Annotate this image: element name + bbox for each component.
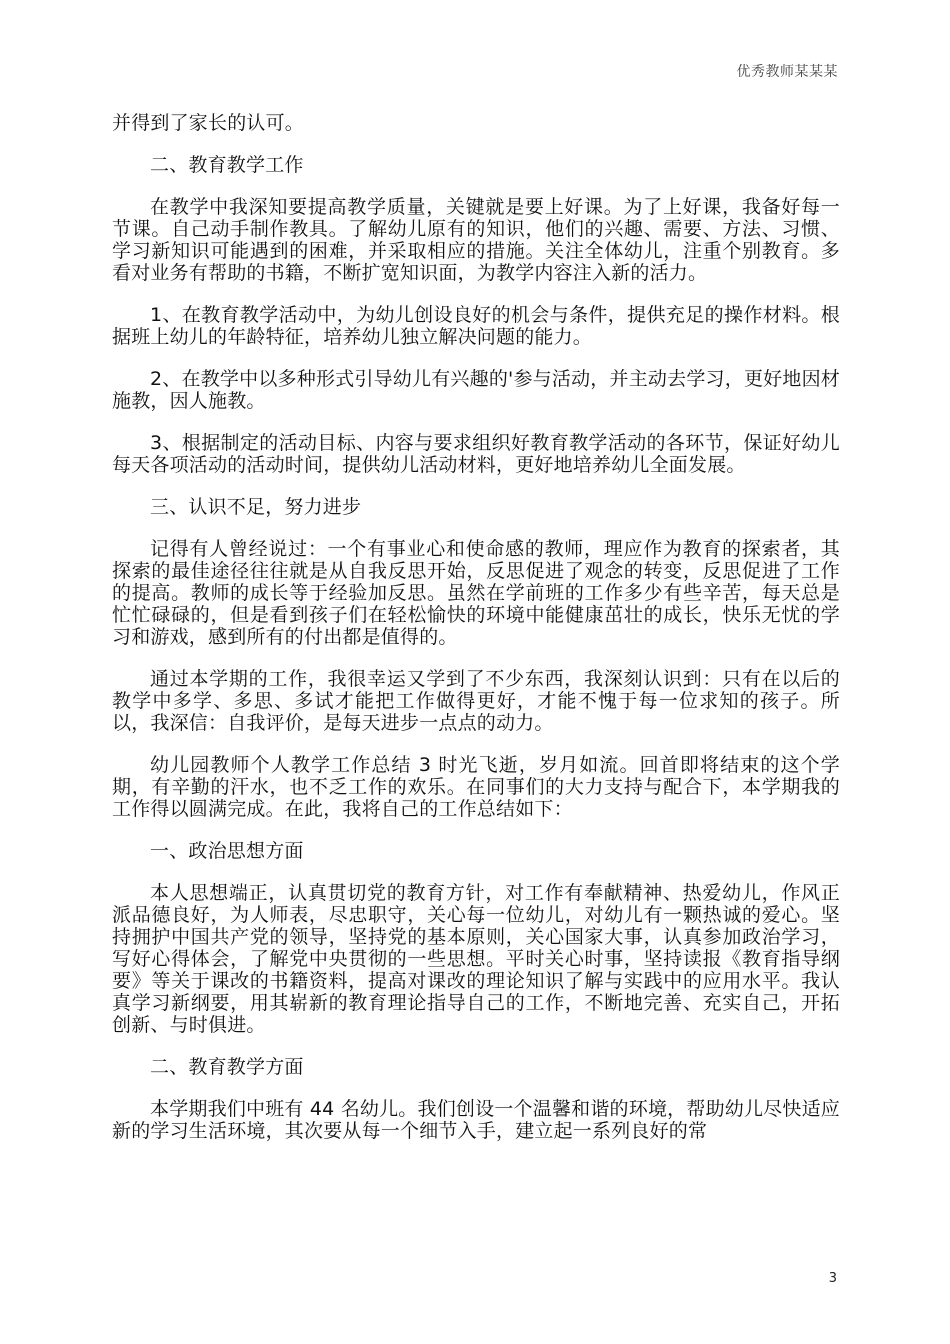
- list-item-2: 2、在教学中以多种形式引导幼儿有兴趣的'参与活动，并主动去学习，更好地因材施教，因人施教。: [112, 368, 840, 412]
- list-item-1: 1、在教育教学活动中，为幼儿创设良好的机会与条件，提供充足的操作材料。根据班上幼儿的年龄特征，培养幼儿独立解决问题的能力。: [112, 304, 840, 348]
- page-number: 3: [828, 1271, 837, 1286]
- paragraph-reflection: 记得有人曾经说过：一个有事业心和使命感的教师，理应作为教育的探索者，其探索的最佳途径往往就是从自我反思开始，反思促进了观念的转变，反思促进了工作的提高。教师的成长等于经验加反思。虽然在学前班的工作多少有些辛苦，每天总是忙忙碌碌的，但是看到孩子们在轻松愉快的环境中能健康茁壮的成长，快乐无忧的学习和游戏，感到所有的付出都是值得的。: [112, 538, 840, 648]
- paragraph-continuation: 并得到了家长的认可。: [112, 112, 305, 134]
- paragraph-teaching-quality: 在教学中我深知要提高教学质量，关键就是要上好课。为了上好课，我备好每一节课。自己动手制作教具。了解幼儿原有的知识，他们的兴趣、需要、方法、习惯、学习新知识可能遇到的困难，并采取相应的措施。关注全体幼儿，注重个别教育。多看对业务有帮助的书籍，不断扩宽知识面，为教学内容注入新的活力。: [112, 196, 840, 284]
- section-heading-political-thought: 一、政治思想方面: [150, 840, 304, 862]
- list-item-3: 3、根据制定的活动目标、内容与要求组织好教育教学活动的各环节，保证好幼儿每天各项活动的活动时间，提供幼儿活动材料，更好地培养幼儿全面发展。: [112, 432, 840, 476]
- header-author-note: 优秀教师某某某: [736, 64, 838, 80]
- paragraph-semester-gains: 通过本学期的工作，我很幸运又学到了不少东西，我深刻认识到：只有在以后的教学中多学、多思、多试才能把工作做得更好，才能不愧于每一位求知的孩子。所以，我深信：自我评价，是每天进步一点点的动力。: [112, 668, 840, 734]
- section-heading-teaching-work: 二、教育教学工作: [150, 154, 304, 176]
- paragraph-political-thought: 本人思想端正，认真贯切党的教育方针，对工作有奉献精神、热爱幼儿，作风正派品德良好，为人师表，尽忠职守，关心每一位幼儿，对幼儿有一颗热诚的爱心。坚持拥护中国共产党的领导，坚持党的基本原则，关心国家大事，认真参加政治学习，写好心得体会，了解党中央贯彻的一些思想。平时关心时事，坚持读报《教育指导纲要》等关于课改的书籍资料，提高对课改的理论知识了解与实践中的应用水平。我认真学习新纲要，用其崭新的教育理论指导自己的工作，不断地完善、充实自己，开拓创新、与时俱进。: [112, 882, 840, 1036]
- section-heading-teaching-aspects: 二、教育教学方面: [150, 1056, 304, 1078]
- section-heading-shortcomings: 三、认识不足，努力进步: [150, 496, 362, 518]
- paragraph-summary-3-intro: 幼儿园教师个人教学工作总结 3 时光飞逝，岁月如流。回首即将结束的这个学期，有辛勤的汗水，也不乏工作的欢乐。在同事们的大力支持与配合下，本学期我的工作得以圆满完成。在此，我将自己的工作总结如下：: [112, 754, 840, 820]
- paragraph-class-environment: 本学期我们中班有 44 名幼儿。我们创设一个温馨和谐的环境，帮助幼儿尽快适应新的学习生活环境，其次要从每一个细节入手，建立起一系列良好的常: [112, 1098, 840, 1142]
- document-body: [112, 112, 840, 1142]
